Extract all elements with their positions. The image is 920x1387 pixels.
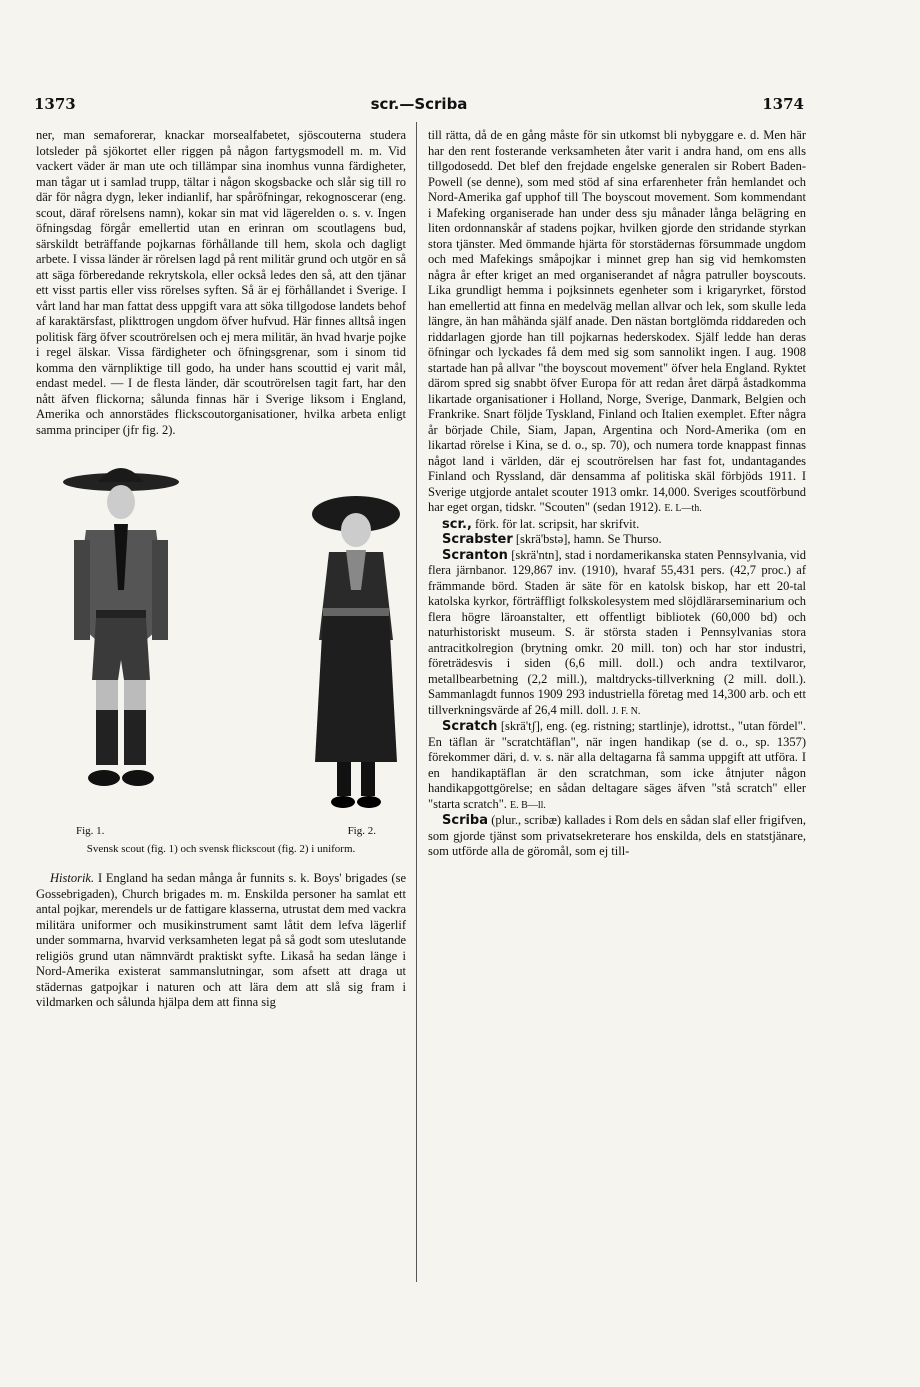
left-paragraph-1: ner, man semaforerar, knackar morsealfabetet, sjöscouterna studera lotsleder på sjökortet eller riggen på någon fartygsmodell m. m. Vid vackert väder är man ute och tillämpar sina inomhus vunna färdigheter, man tågar ut i samlad trupp, tältar i någon skogsbacke och slår sig till ro där för några dygn, leker indianlif, har spåröfningar, rekognoscerar (eng. scout, däraf rörelsens namn), kokar sin mat vid lägerelden o. s. v. Ingen öfningsdag förgår emellertid utan en erinran om scoutlagens bud, särskildt beträffande pojkarnas förhållande till hem, skola och dagligt arbete. I vissa länder är rörelsen lagd på rent militär grund och utgör en så att säga förberedande rekrytskola, eller också ledes den så, att den tjänar ett visst partis eller viss rörelses syften. Så är ej förhållandet i Sverige. I vårt land har man fattat dess uppgift vara att söka tillgodose landets behof af karaktärsfast, plikttrogen ungdom öfver hufvud. Här finnes alltså ingen politisk färg öfver scoutrörelsen och ej mera militär, än hvad hvarje pojke i regel älskar. Vissa färdigheter och öfningsgrenar, som i sinom tid komma den värnpliktige till godo, ha under hans scouttid ej varit mål, endast medel. — I de flesta länder, där scoutrörelsen tagit fart, har den nått äfven flickorna; sålunda finnas här i Sverige liksom i England, Amerika och annorstädes flickscoutorganisationer, hvilka arbeta enligt samma principer (jfr fig. 2). [36, 128, 406, 437]
entry-scranton-text: [skrä'ntn], stad i nordamerikanska staten Pennsylvania, vid flera järnbanor. 129,867 inv. (1910), hvaraf 55,431 pers. (42,7 proc.) af främmande börd. Staden är säte för en katolsk biskop, har ett 20-tal katolska kyrkor, förträffligt folkskolesystem med slöjdlärarseminarium och flera högre läroanstalter, ett offentligt bibliotek (60,000 bd) och naturhistoriskt museum. S. är största staden i Pennsylvanias stora antracitkolregion (brytning omkr. 20 mill. ton) och har stor industri, företrädesvis i siden (6,6 mill. doll.) och andra textilvaror, metallbearbetning (2,2 mill.), maltdrycks-tillverkning (2 mill. doll.). Sammanlagdt funnos 1909 293 industriella företag med 14,300 arb. och ett tillverkningsvärde af 26,4 mill. doll. [428, 547, 806, 717]
right-paragraph-1-text: till rätta, då de en gång måste för sin utkomst bli nybyggare e. d. Men här har den rent fosterande verksamheten åter varit i andra hand, om ens alls tillgodosedd. Det blef den frejdade engelske generalen sir Robert Baden-Powell (se denne), som med stöd af sina erfarenheter från hemlandet och Nord-Amerika gaf upphof till The boyscout movement. Som kommendant i Mafeking organiserade han under dess sju månader långa belägring en liten ordonnanskår af stadens pojkar, hvilken gjorde den stridande styrkan stora tjänster. Med ömmande hjärta för storstädernas försummade ungdom och med Mafekings småpojkar i minnet grep han sig vid hemkomsten några år efter kriget an med organiserandet af några patruller boyscouts. Lika grundligt hemma i pojksinnets egenheter som i krigaryrket, förstod han emellertid att finna en medelväg mellan allvar och lek, som skulle leda längre, än han måhända själf anade. Den nästan bortglömda riddareden och riddarlagen gjorde han till pojkarnas hederskodex. Själf ledde han deras öfningar och lyckades få dem med sig som sannolikt ingen. I aug. 1908 startade han på allvar "the boyscout movement" öfver hela England. Ryktet därom spred sig snabbt öfver Europa för att redan året därpå åstadkomma likartade organisationer i Holland, Norge, Sverige, Danmark, Belgien och Frankrike. Snart följde Tyskland, Finland och Italien exemplet. Efter några år började Chile, Siam, Japan, Argentina och Nord-Amerika (om en likartad rörelse i Kina, se d. o., sp. 70), och numera torde knappast finnas något land i världen, där ej scoutrörelsen har fast fot, undantagandes Finland och Ryssland, där densamma af politiska skäl förbjöds 1911. I Sverige utgjorde antalet scouter 1913 omkr. 14,000. Sveriges scoutförbund har eget organ, tidskr. "Scouten" (sedan 1912). [428, 128, 806, 514]
historik-paragraph [36, 871, 406, 1011]
column-divider [416, 122, 417, 1282]
historik-text: I England ha sedan många år funnits s. k. Boys' brigades (se Gossebrigaden), Church brigades m. m. Enskilda personer ha samlat ett antal pojkar, merendels ur de fattigare klasserna, utrustat dem med vackra militära uniformer och musikinstrument samt låtit dem lefva lägerlif under sommarna, hvarvid verksamheten legat på så godt som uteslutande religiös grund utan nämnvärdt praktiskt syfte. Likaså ha sedan länge i Nord-Amerika existerat sammanslutningar, som afsett att draga ut städernas gatpojkar i naturen och att lära dem att slå sig fram i vildmarken och sålunda hjälpa dem att finna sig [36, 871, 407, 1009]
right-column [428, 128, 806, 860]
figure-caption: Svensk scout (fig. 1) och svensk flickscout (fig. 2) i uniform. [86, 842, 356, 855]
entry-scriba-head: Scriba [442, 813, 489, 828]
entry-scrabster-head: Scrabster [442, 532, 513, 547]
entry-scranton [428, 548, 806, 720]
right-page-number: 1374 [762, 95, 804, 113]
right-paragraph-1 [428, 128, 806, 517]
figure-scouts [36, 460, 406, 820]
running-title: scr.—Scriba [370, 95, 468, 113]
entry-scrabster-text: [skrä'bstə], hamn. Se Thurso. [515, 532, 662, 546]
fig1-label: Fig. 1. [76, 825, 105, 837]
entry-scrabster [428, 532, 806, 548]
entry-scratch [428, 719, 806, 813]
entry-scr [428, 517, 806, 533]
boy-scout-illustration [46, 460, 196, 810]
signature-jfn: J. F. N. [612, 705, 641, 717]
left-page-number: 1373 [34, 95, 76, 113]
entry-scr-text: förk. för lat. scripsit, har skrifvit. [475, 516, 640, 531]
fig2-label: Fig. 2. [347, 825, 376, 837]
signature-l-th: E. L—th. [664, 503, 702, 514]
entry-scriba-text: (plur., scribæ) kallades i Rom dels en sådan slaf eller frigifven, som gjorde tjänst som privatsekreterare hos enskilda, dels en statstjänare, som utförde alla de göromål, som ej till- [428, 813, 807, 858]
left-column [36, 128, 406, 1011]
historik-heading: Historik. [50, 871, 95, 885]
figure-labels [36, 824, 406, 840]
entry-scratch-text: [skrä'tʃ], eng. (eg. ristning; startlinje), idrottst., "utan fördel". En täflan är "scratchtäflan", när ingen handikap (se d. o., sp. 1357) förekommer däri, d. v. s. när alla deltagarna få samma uppgift att utföra. I en handikaptäflan är den scratchman, som icke åtnjuter någon handikapgottgörelse; en sådan deltagare säges äfven "stå scratch" eller "starta scratch". [428, 719, 807, 811]
girl-scout-illustration [301, 490, 411, 812]
page-header [34, 95, 804, 117]
entry-scratch-head: Scratch [442, 719, 498, 734]
entry-scriba [428, 813, 806, 860]
entry-scr-head: scr., [442, 516, 472, 532]
signature-b-ll: E. B—ll. [510, 799, 546, 811]
entry-scranton-head: Scranton [442, 547, 508, 563]
